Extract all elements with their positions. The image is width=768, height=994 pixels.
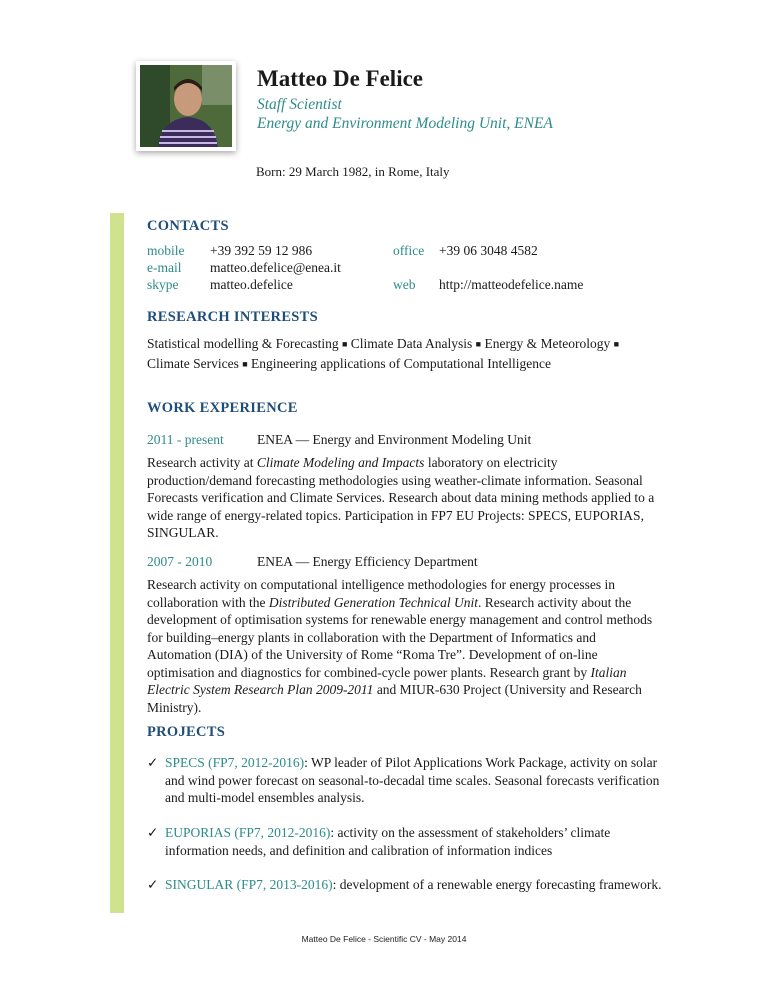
desc-text: Research activity at — [147, 455, 257, 470]
projects-heading: PROJECTS — [147, 724, 226, 740]
skype-value[interactable]: matteo.defelice — [210, 277, 293, 292]
project-item — [147, 754, 667, 807]
interest-item: Statistical modelling & Forecasting — [147, 336, 339, 351]
contact-labels — [147, 242, 185, 293]
desc-text: . Research activity about the development of optimisation systems for renewable energy management and control methods for building–energy plants in collaboration with the Department of Informatics and Automation (DIA) of the University of Rome “Roma Tre”. Development of on-line optimisation and diagnostics for combined-cycle power plants. Research grant by — [147, 594, 653, 680]
job-employer: ENEA — Energy Efficiency Department — [257, 554, 478, 569]
interest-item: Engineering applications of Computational — [251, 355, 484, 371]
research-heading: RESEARCH INTERESTS — [147, 309, 318, 325]
plan-name: Italian Electric System Research Plan 2009-2011 — [147, 664, 627, 697]
web-label: web — [393, 277, 416, 292]
desc-text: and MIUR-630 Project (University and Research Ministry). — [147, 682, 642, 715]
project-name: SINGULAR (FP7, 2013-2016) — [165, 877, 333, 892]
page-footer: Matteo De Felice - Scientific CV - May 2014 — [301, 934, 467, 944]
project-desc: : WP leader of Pilot Applications Work Package, activity on solar and wind power forecast on seasonal-to-decadal time scales. Seasonal forecasts verification and multi-model ensembles analysis. — [165, 755, 660, 805]
contact-values — [210, 242, 341, 293]
interest-item: Climate Data Analysis — [350, 336, 473, 351]
desc-text: Research activity on computational intelligence methodologies for energy processes in collaboration with the — [147, 577, 615, 610]
web-link[interactable]: http://matteodefelice.name — [439, 277, 584, 292]
bullet-square-icon: ■ — [613, 339, 620, 349]
birth-info: Born: 29 March 1982, in Rome, Italy — [256, 164, 450, 179]
skype-label: skype — [147, 277, 179, 292]
office-value[interactable]: +39 06 3048 4582 — [439, 243, 538, 258]
project-item — [147, 876, 667, 894]
project-desc: : activity on the assessment of stakeholders’ climate information needs, and definition and calibration of information indices — [165, 825, 611, 858]
research-interests — [147, 335, 637, 374]
mobile-label: mobile — [147, 243, 185, 258]
mobile-value[interactable]: +39 392 59 12 986 — [210, 243, 313, 258]
job-employer: ENEA — Energy and Environment Modeling Unit — [257, 432, 532, 447]
interest-item: Intelligence — [487, 355, 551, 371]
interest-item: Climate Services — [147, 355, 239, 371]
unit-name: Distributed Generation Technical Unit — [268, 594, 478, 610]
email-label: e-mail — [147, 260, 182, 275]
role-block — [257, 95, 553, 133]
bullet-square-icon: ■ — [242, 358, 248, 369]
checkmark-icon: ✓ — [147, 755, 159, 770]
project-item — [147, 824, 667, 859]
accent-bar — [110, 213, 124, 913]
bullet-square-icon: ■ — [341, 339, 348, 349]
interest-item: Energy & Meteorology — [484, 336, 611, 351]
checkmark-icon: ✓ — [147, 825, 159, 840]
person-name: Matteo De Felice — [257, 66, 424, 91]
checkmark-icon: ✓ — [147, 877, 159, 892]
job-title: Staff Scientist — [257, 96, 342, 113]
desc-text: laboratory on electricity production/demand forecasting methodologies using weather-climate information. Seasonal Forecasts verification and Climate Services. Research about data mining methods applied to a wide range of energy-related topics. Participation in FP7 EU Projects: SPECS, EUPORIAS, SINGULAR. — [147, 455, 655, 540]
profile-photo — [136, 61, 236, 151]
project-desc: : development of a renewable energy forecasting framework. — [332, 877, 662, 892]
job-dates: 2007 - 2010 — [147, 554, 213, 569]
lab-name: Climate Modeling and Impacts — [256, 455, 425, 470]
bullet-square-icon: ■ — [475, 339, 482, 349]
contacts-heading: CONTACTS — [147, 218, 229, 234]
email-value[interactable]: matteo.defelice@enea.it — [210, 260, 341, 275]
job-dates: 2011 - present — [147, 432, 224, 447]
office-label: office — [393, 243, 425, 258]
job-description — [147, 576, 657, 716]
work-heading: WORK EXPERIENCE — [147, 400, 298, 416]
project-name: EUPORIAS (FP7, 2012-2016) — [165, 825, 331, 840]
job-header — [147, 553, 657, 571]
affiliation: Energy and Environment Modeling Unit, ENEA — [257, 115, 553, 132]
job-header — [147, 431, 657, 449]
job-description — [147, 454, 657, 542]
project-name: SPECS (FP7, 2012-2016) — [165, 755, 305, 770]
